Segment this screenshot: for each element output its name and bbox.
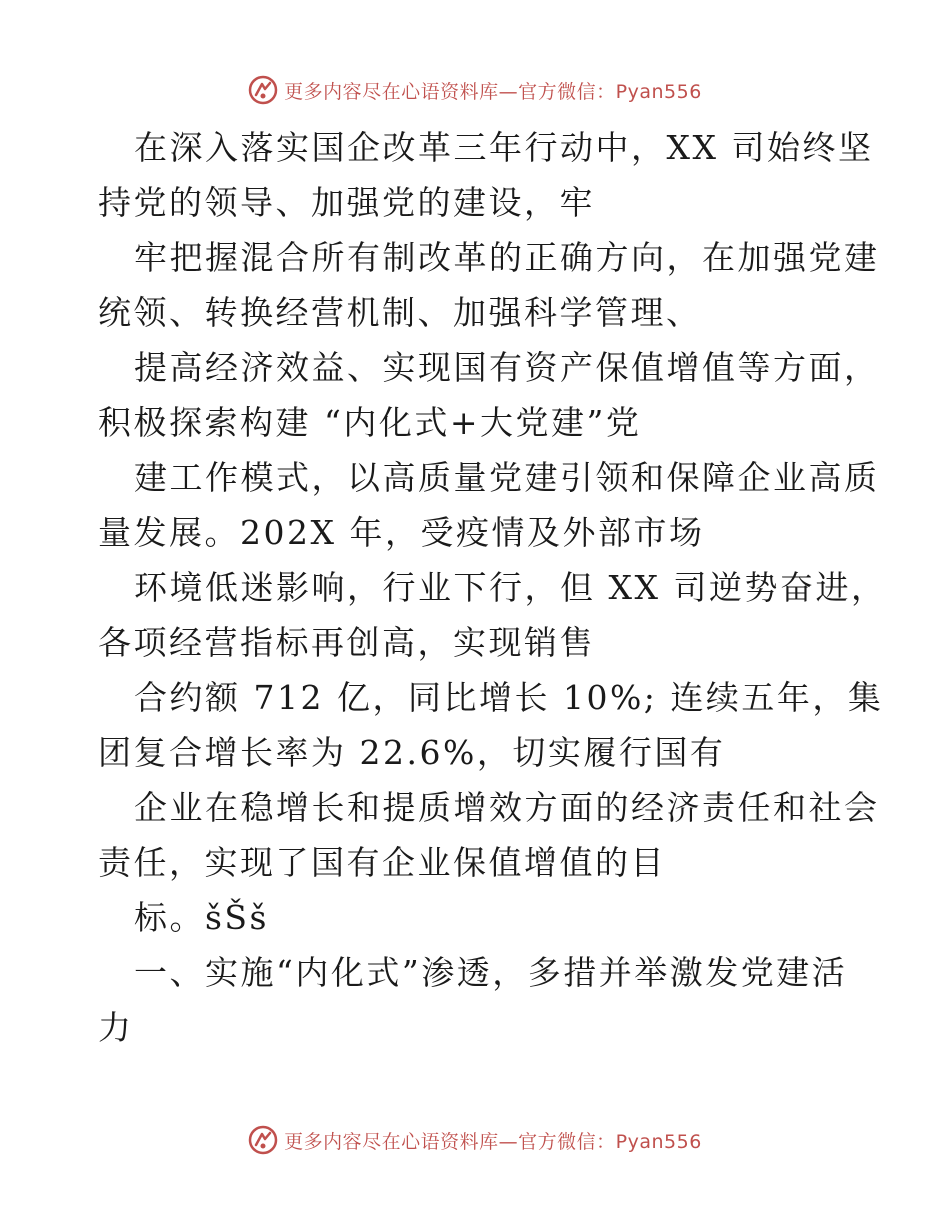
paragraph (98, 340, 880, 450)
paragraph (98, 230, 880, 340)
paragraph-first-line: 建工作模式，以高质量党建引领和保障企业高质 (134, 458, 880, 497)
paragraph-first-line: 标。šŠš (134, 898, 269, 937)
paragraph (98, 670, 884, 780)
paragraph-first-line: 企业在稳增长和提质增效方面的经济责任和社会 (134, 788, 880, 827)
paragraph-first-line: 合约额 712 亿，同比增长 10%; 连续五年，集 (134, 678, 884, 717)
paragraph-continuation: 责任，实现了国有企业保值增值的目 (98, 843, 666, 882)
section-heading-first-line: 一、实施“内化式”渗透，多措并举激发党建活 (134, 953, 848, 992)
paragraph (98, 890, 868, 945)
paragraph (98, 560, 887, 670)
paragraph-first-line: 牢把握混合所有制改革的正确方向，在加强党建 (134, 238, 880, 277)
paragraph-continuation: 各项经营指标再创高，实现销售 (98, 623, 595, 662)
paragraph-continuation: 统领、转换经营机制、加强科学管理、 (98, 293, 702, 332)
paragraph-continuation: 持党的领导、加强党的建设，牢 (98, 183, 595, 222)
paragraph-continuation: 团复合增长率为 22.6%，切实履行国有 (98, 733, 726, 772)
paragraph-first-line: 提高经济效益、实现国有资产保值增值等方面， (134, 348, 880, 387)
header-watermark-text: 更多内容尽在心语资料库—官方微信：Pyan556 (284, 80, 702, 103)
footer-watermark-text: 更多内容尽在心语资料库—官方微信：Pyan556 (284, 1130, 702, 1153)
paragraph-continuation: 量发展。202X 年，受疫情及外部市场 (98, 513, 705, 552)
paragraph-first-line: 环境低迷影响，行业下行，但 XX 司逆势奋进， (134, 568, 887, 607)
paragraph-continuation: 积极探索构建 “内化式+大党建”党 (98, 403, 642, 442)
brand-logo-icon (248, 75, 278, 105)
paragraph (98, 450, 880, 560)
brand-logo-icon (248, 1125, 278, 1155)
paragraph (98, 120, 874, 230)
footer-watermark (0, 1120, 950, 1160)
section-heading (98, 945, 868, 1055)
header-watermark (0, 70, 950, 110)
paragraph (98, 780, 880, 890)
section-heading-continuation: 力 (98, 1008, 134, 1047)
paragraph-first-line: 在深入落实国企改革三年行动中，XX 司始终坚 (134, 128, 874, 167)
document-body (98, 120, 887, 1055)
